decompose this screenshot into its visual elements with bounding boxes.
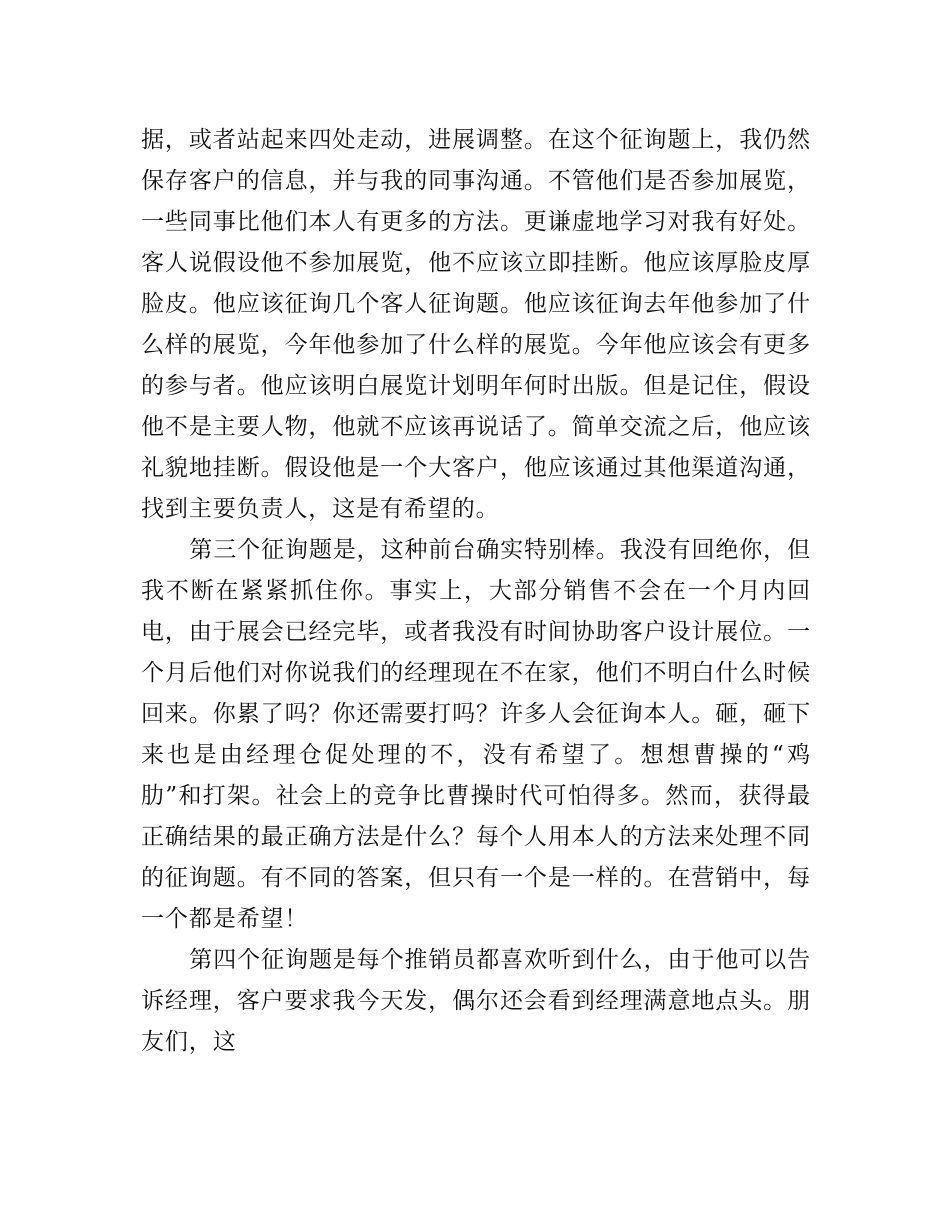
document-body [141, 120, 811, 1063]
paragraph-2: 第三个征询题是，这种前台确实特别棒。我没有回绝你，但我不断在紧紧抓住你。事实上，大部分销售不会在一个月内回电，由于展会已经完毕，或者我没有时间协助客户设计展位。一个月后他们对你说我们的经理现在不在家，他们不明白什么时候回来。你累了吗？你还需要打吗？许多人会征询本人。砸，砸下来也是由经理仓促处理的不，没有希望了。想想曹操的“鸡肋”和打架。社会上的竞争比曹操时代可怕得多。然而，获得最正确结果的最正确方法是什么？每个人用本人的方法来处理不同的征询题。有不同的答案，但只有一个是一样的。在营销中，每一个都是希望！ [141, 537, 811, 932]
paragraph-1: 据，或者站起来四处走动，进展调整。在这个征询题上，我仍然保存客户的信息，并与我的同事沟通。不管他们是否参加展览，一些同事比他们本人有更多的方法。更谦虚地学习对我有好处。客人说假设他不参加展览，他不应该立即挂断。他应该厚脸皮厚脸皮。他应该征询几个客人征询题。他应该征询去年他参加了什么样的展览，今年他参加了什么样的展览。今年他应该会有更多的参与者。他应该明白展览计划明年何时出版。但是记住，假设他不是主要人物，他就不应该再说话了。简单交流之后，他应该礼貌地挂断。假设他是一个大客户，他应该通过其他渠道沟通，找到主要负责人，这是有希望的。 [141, 127, 811, 522]
paragraph-3: 第四个征询题是每个推销员都喜欢听到什么，由于他可以告诉经理，客户要求我今天发，偶尔还会看到经理满意地点头。朋友们，这 [141, 947, 811, 1055]
